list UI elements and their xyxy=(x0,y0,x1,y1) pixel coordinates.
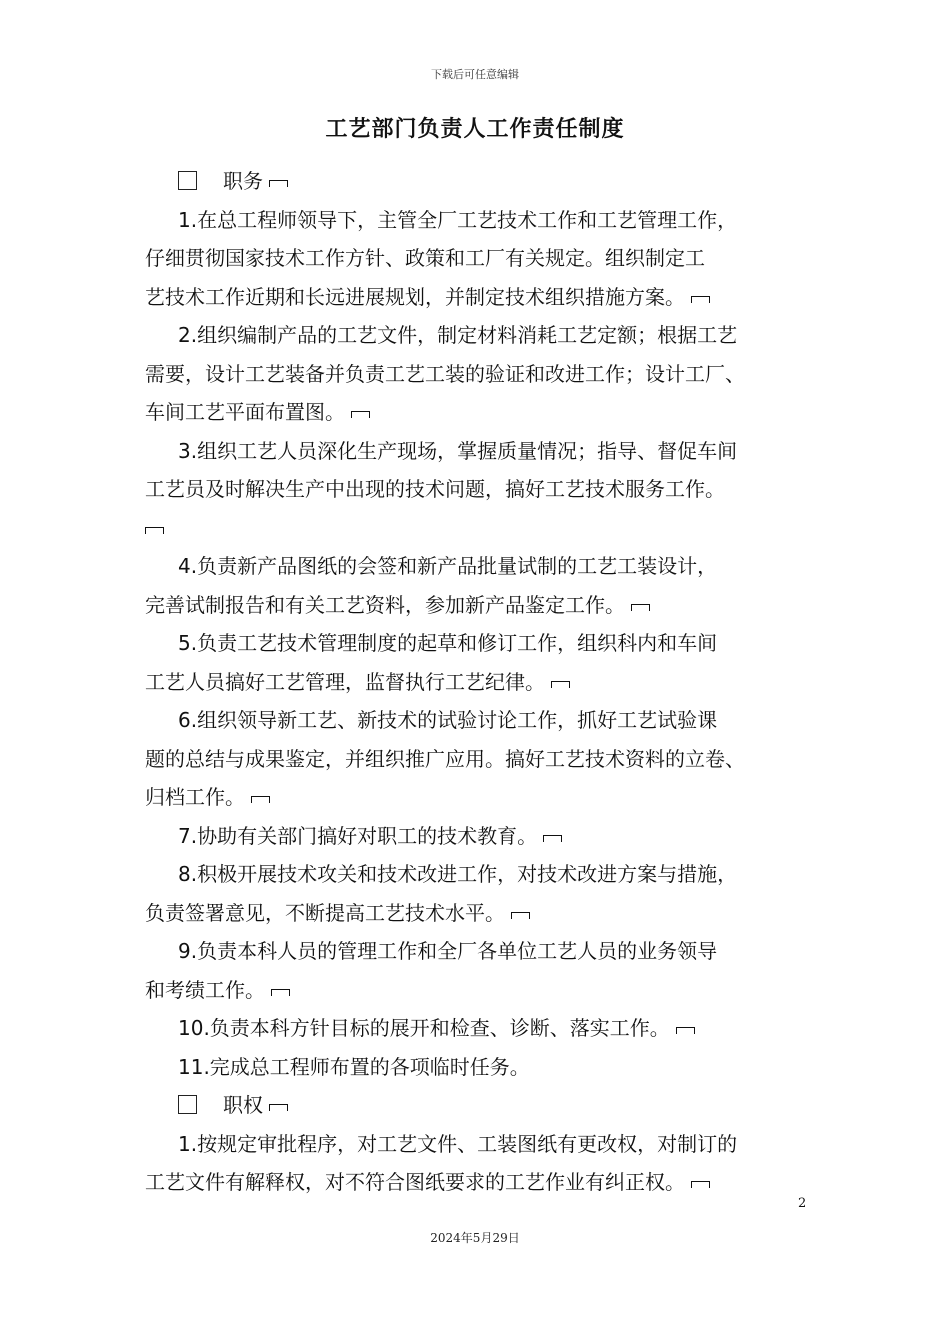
duty-line-text: 负责签署意见，不断提高工艺技术水平。 xyxy=(145,900,505,925)
paragraph-mark-icon xyxy=(551,681,570,688)
paragraph-mark-icon xyxy=(676,1027,695,1034)
section-heading-label: 职权 xyxy=(223,1093,263,1117)
power-line xyxy=(145,1163,810,1202)
paragraph-mark-icon xyxy=(351,411,370,418)
duty-line: 1.在总工程师领导下，主管全厂工艺技术工作和工艺管理工作， xyxy=(178,207,738,232)
duty-line: 工艺员及时解决生产中出现的技术问题，搞好工艺技术服务工作。 xyxy=(145,477,725,501)
duty-line xyxy=(145,586,810,625)
duty-line: 2.组织编制产品的工艺文件，制定材料消耗工艺定额；根据工艺 xyxy=(178,323,738,347)
paragraph-mark-icon xyxy=(691,1181,710,1188)
section-heading-label: 职务 xyxy=(223,169,263,193)
duty-line xyxy=(145,894,810,933)
duty-line: 题的总结与成果鉴定，并组织推广应用。搞好工艺技术资料的立卷、 xyxy=(145,746,745,771)
duty-line: 6.组织领导新工艺、新技术的试验讨论工作，抓好工艺试验课 xyxy=(178,708,718,732)
document-title: 工艺部门负责人工作责任制度 xyxy=(325,117,625,142)
checkbox-icon xyxy=(178,1095,197,1114)
section-heading-powers xyxy=(145,1086,810,1125)
document-body xyxy=(145,162,810,1202)
duty-line xyxy=(145,393,810,432)
duty-line-text: 10.负责本科方针目标的展开和检查、诊断、落实工作。 xyxy=(178,1016,670,1040)
duty-line-text: 工艺人员搞好工艺管理，监督执行工艺纪律。 xyxy=(145,669,545,694)
power-line: 1.按规定审批程序，对工艺文件、工装图纸有更改权，对制订的 xyxy=(178,1131,738,1156)
duty-line xyxy=(145,817,810,856)
duty-line: 9.负责本科人员的管理工作和全厂各单位工艺人员的业务领导 xyxy=(178,939,718,963)
paragraph-mark-icon xyxy=(511,912,530,919)
duty-line-text: 车间工艺平面布置图。 xyxy=(145,400,345,424)
duty-line: 4.负责新产品图纸的会签和新产品批量试制的工艺工装设计， xyxy=(178,554,718,578)
paragraph-mark-icon xyxy=(543,835,562,842)
duty-line-text: 归档工作。 xyxy=(145,785,245,809)
duty-line: 3.组织工艺人员深化生产现场，掌握质量情况；指导、督促车间 xyxy=(178,438,738,463)
duty-line xyxy=(145,971,810,1010)
section-heading-duties xyxy=(145,162,810,201)
duty-line-text: 艺技术工作近期和长远进展规划，并制定技术组织措施方案。 xyxy=(145,284,685,309)
power-line-text: 工艺文件有解释权，对不符合图纸要求的工艺作业有纠正权。 xyxy=(145,1170,685,1194)
page-number: 2 xyxy=(798,1196,807,1211)
duty-line xyxy=(145,778,810,817)
duty-line: 仔细贯彻国家技术工作方针、政策和工厂有关规定。组织制定工 xyxy=(145,246,705,270)
duty-line: 需要，设计工艺装备并负责工艺工装的验证和改进工作；设计工厂、 xyxy=(145,361,745,386)
duty-line xyxy=(145,663,810,702)
checkbox-icon xyxy=(178,171,197,190)
paragraph-mark-icon xyxy=(269,180,288,187)
duty-line: 11.完成总工程师布置的各项临时任务。 xyxy=(178,1054,530,1079)
paragraph-mark-icon xyxy=(691,296,710,303)
duty-line-text: 7.协助有关部门搞好对职工的技术教育。 xyxy=(178,823,538,848)
duty-line xyxy=(145,1009,810,1048)
paragraph-mark-icon xyxy=(631,604,650,611)
duty-line: 5.负责工艺技术管理制度的起草和修订工作，组织科内和车间 xyxy=(178,631,718,655)
footer-date: 2024年5月29日 xyxy=(430,1231,520,1245)
duty-line xyxy=(145,509,810,548)
paragraph-mark-icon xyxy=(269,1104,288,1111)
duty-line-text: 完善试制报告和有关工艺资料，参加新产品鉴定工作。 xyxy=(145,592,625,617)
download-note: 下载后可任意编辑 xyxy=(431,68,519,81)
paragraph-mark-icon xyxy=(271,989,290,996)
duty-line-text: 和考绩工作。 xyxy=(145,977,265,1002)
duty-line: 8.积极开展技术攻关和技术改进工作，对技术改进方案与措施， xyxy=(178,862,738,886)
duty-line xyxy=(145,278,810,317)
paragraph-mark-icon xyxy=(251,796,270,803)
paragraph-mark-icon xyxy=(145,527,164,534)
